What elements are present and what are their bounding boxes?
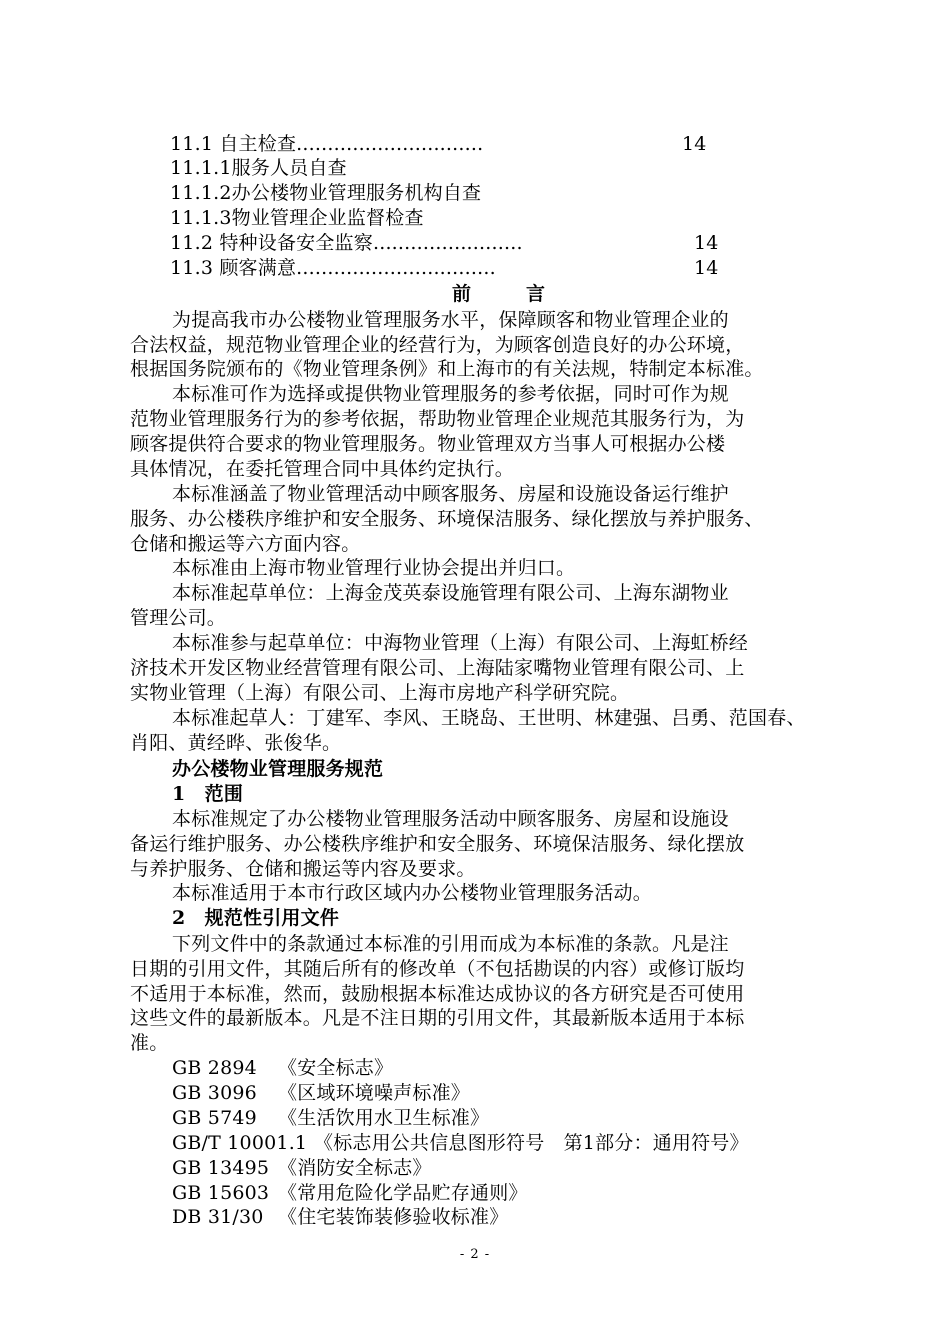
foreword-heading: 前 言 — [452, 283, 564, 305]
section-heading-scope: 1 范围 — [172, 783, 244, 805]
foreword-line: 肖阳、黄经晔、张俊华。 — [130, 732, 342, 754]
foreword-line: 本标准涵盖了物业管理活动中顾客服务、房屋和设施设备运行维护 — [172, 483, 729, 505]
foreword-line: 本标准参与起草单位：中海物业管理（上海）有限公司、上海虹桥经 — [172, 632, 749, 654]
foreword-line: 管理公司。 — [130, 607, 227, 629]
toc-number: 11.1 — [170, 133, 214, 155]
foreword-line: 顾客提供符合要求的物业管理服务。物业管理双方当事人可根据办公楼 — [130, 433, 726, 455]
foreword-line: 本标准起草人：丁建军、李风、王晓岛、王世明、林建强、吕勇、范国春、 — [172, 707, 806, 729]
reference-item — [172, 1056, 393, 1080]
toc-title: 服务人员自查 — [231, 157, 347, 179]
toc-entry — [170, 256, 496, 280]
toc-title: 物业管理企业监督检查 — [231, 207, 424, 229]
toc-leader: .............................. — [296, 133, 484, 155]
foreword-line: 根据国务院颁布的《物业管理条例》和上海市的有关法规，特制定本标准。 — [130, 358, 764, 380]
section-line: 这些文件的最新版本。凡是不注日期的引用文件，其最新版本适用于本标 — [130, 1007, 745, 1029]
reference-title: 《安全标志》 — [278, 1057, 394, 1079]
reference-title: 《住宅装饰装修验收标准》 — [278, 1206, 509, 1228]
toc-entry — [170, 181, 481, 205]
toc-page-number: 14 — [694, 257, 719, 279]
reference-title: 《生活饮用水卫生标准》 — [278, 1107, 490, 1129]
reference-title: 《常用危险化学品贮存通则》 — [278, 1182, 528, 1204]
reference-title: 《标志用公共信息图形符号 第1部分：通用符号》 — [314, 1132, 749, 1154]
section-line: 本标准规定了办公楼物业管理服务活动中顾客服务、房屋和设施设 — [172, 808, 729, 830]
toc-number: 11.1.1 — [170, 157, 232, 179]
reference-code: GB 2894 — [172, 1057, 257, 1079]
reference-code: GB/T 10001.1 — [172, 1132, 308, 1154]
toc-title: 特种设备安全监察 — [219, 232, 373, 254]
foreword-line: 服务、办公楼秩序维护和安全服务、环境保洁服务、绿化摆放与养护服务、 — [130, 508, 764, 530]
reference-item — [172, 1181, 528, 1205]
foreword-line: 本标准可作为选择或提供物业管理服务的参考依据，同时可作为规 — [172, 383, 729, 405]
reference-code: GB 3096 — [172, 1082, 257, 1104]
toc-entry — [170, 206, 424, 230]
foreword-line: 实物业管理（上海）有限公司、上海市房地产科学研究院。 — [130, 682, 630, 704]
foreword-line: 济技术开发区物业经营管理有限公司、上海陆家嘴物业管理有限公司、上 — [130, 657, 745, 679]
toc-number: 11.3 — [170, 257, 214, 279]
toc-entry — [170, 156, 347, 180]
section-line: 下列文件中的条款通过本标准的引用而成为本标准的条款。凡是注 — [172, 933, 729, 955]
section-line: 备运行维护服务、办公楼秩序维护和安全服务、环境保洁服务、绿化摆放 — [130, 833, 745, 855]
toc-title: 顾客满意 — [219, 257, 297, 279]
reference-code: GB 5749 — [172, 1107, 257, 1129]
reference-title: 《区域环境噪声标准》 — [278, 1082, 471, 1104]
toc-leader: ........................ — [372, 232, 523, 254]
reference-title: 《消防安全标志》 — [278, 1157, 432, 1179]
section-line: 与养护服务、仓储和搬运等内容及要求。 — [130, 858, 476, 880]
toc-title: 办公楼物业管理服务机构自查 — [231, 182, 482, 204]
page-number: - 2 - — [459, 1247, 491, 1262]
section-line: 本标准适用于本市行政区域内办公楼物业管理服务活动。 — [172, 882, 653, 904]
standard-title: 办公楼物业管理服务规范 — [172, 758, 384, 780]
foreword-line: 仓储和搬运等六方面内容。 — [130, 533, 361, 555]
reference-code: GB 15603 — [172, 1182, 270, 1204]
reference-item — [172, 1131, 749, 1155]
section-line: 准。 — [130, 1032, 169, 1054]
toc-page-number: 14 — [682, 133, 707, 155]
foreword-line: 范物业管理服务行为的参考依据，帮助物业管理企业规范其服务行为，为 — [130, 408, 745, 430]
foreword-line: 本标准由上海市物业管理行业协会提出并归口。 — [172, 557, 576, 579]
reference-item — [172, 1156, 432, 1180]
reference-item — [172, 1106, 489, 1130]
toc-title: 自主检查 — [219, 133, 297, 155]
reference-item — [172, 1205, 508, 1229]
toc-leader: ................................ — [296, 257, 496, 279]
toc-number: 11.1.3 — [170, 207, 232, 229]
reference-code: GB 13495 — [172, 1157, 270, 1179]
reference-code: DB 31/30 — [172, 1206, 264, 1228]
section-line: 日期的引用文件，其随后所有的修改单（不包括勘误的内容）或修订版均 — [130, 958, 745, 980]
foreword-line: 具体情况，在委托管理合同中具体约定执行。 — [130, 458, 515, 480]
foreword-line: 本标准起草单位：上海金茂英泰设施管理有限公司、上海东湖物业 — [172, 582, 729, 604]
foreword-line: 合法权益，规范物业管理企业的经营行为，为顾客创造良好的办公环境， — [130, 334, 745, 356]
toc-entry — [170, 231, 523, 255]
toc-entry — [170, 132, 483, 156]
reference-item — [172, 1081, 470, 1105]
section-line: 不适用于本标准，然而，鼓励根据本标准达成协议的各方研究是否可使用 — [130, 983, 745, 1005]
toc-number: 11.2 — [170, 232, 214, 254]
toc-number: 11.1.2 — [170, 182, 232, 204]
section-heading-references: 2 规范性引用文件 — [172, 907, 340, 929]
foreword-line: 为提高我市办公楼物业管理服务水平，保障顾客和物业管理企业的 — [172, 309, 729, 331]
toc-page-number: 14 — [694, 232, 719, 254]
